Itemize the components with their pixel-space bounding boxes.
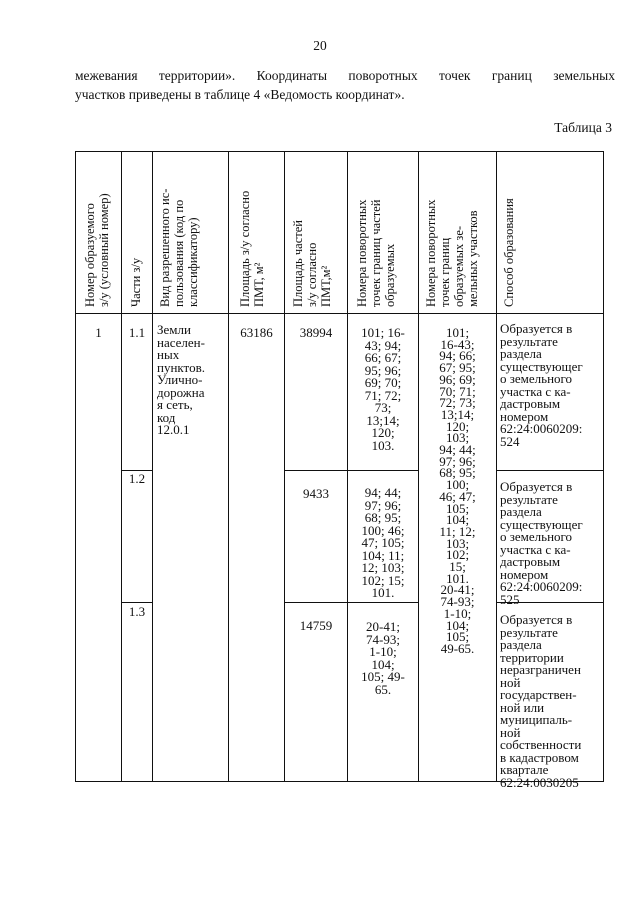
cell-line-text: ной — [500, 724, 521, 740]
cell-line-text: ной — [500, 674, 521, 690]
cell-line-text: 65. — [374, 681, 392, 697]
header-text: образуемых зе- — [452, 225, 466, 307]
cell-line-text: дастровым — [500, 396, 561, 411]
cell-line-text: 49-65. — [440, 640, 475, 656]
header-parcel-area — [238, 191, 266, 307]
cell-line-text: 97; 96; — [364, 497, 402, 513]
cell-line-text: существующег — [500, 516, 583, 532]
header-text: мельных участков — [466, 210, 480, 307]
cell-line-text: участка с ка- — [500, 541, 571, 557]
cell-line-text: 104; — [371, 656, 395, 672]
part-sep-2-parts — [121, 602, 153, 603]
cell-line-text: 101; 16- — [361, 325, 405, 340]
cell-line-text: 102; 15; — [361, 572, 405, 588]
cell-line-text: 47; 105; — [361, 535, 405, 550]
cell-line-text: 104; — [445, 512, 470, 528]
cell-line-text: существующег — [500, 358, 583, 374]
parcel-number: 1 — [95, 325, 102, 340]
cell-line-text: 66; 67; — [364, 350, 402, 365]
header-text: образуемых — [383, 243, 397, 307]
cell-line-text: ной или — [500, 699, 545, 715]
header-divider — [75, 313, 604, 314]
cell-line-text: 103; — [445, 430, 470, 446]
cell-line-text: Образуется в — [500, 479, 573, 494]
part-sep-1-method — [496, 470, 604, 471]
header-text: точек границ частей — [369, 199, 383, 307]
cell-line-text: 95; 96; — [364, 362, 402, 378]
permitted-use — [157, 324, 227, 437]
cell-line-text: 1-10; — [443, 605, 472, 621]
cell-line-text: 105; — [445, 629, 470, 645]
intro-paragraph — [75, 66, 615, 104]
cell-line-text: 525 — [500, 591, 520, 607]
cell-line-text: 101; — [445, 325, 470, 340]
cell-line-text: 524 — [500, 433, 520, 449]
cell-line-text: 20-41; — [366, 619, 400, 634]
parcel-area: 63186 — [240, 325, 273, 340]
col-line-4 — [284, 151, 285, 782]
cell-line-text: 62:24:0060209: — [500, 421, 583, 436]
cell-line-text: 74-93; — [366, 631, 400, 647]
cell-line-text: о земельного — [500, 371, 573, 386]
cell-line-text: Образуется в — [500, 321, 573, 336]
cell-line-text: государствен- — [500, 687, 577, 702]
part-id-1: 1.1 — [128, 325, 146, 340]
cell-line-text: квартале — [500, 762, 549, 777]
cell-line-text: 103. — [371, 437, 395, 453]
col-line-2 — [152, 151, 153, 782]
cell-line-text: 62:24:0030205 — [500, 774, 579, 790]
cell-line-text: населен- — [157, 334, 205, 350]
header-text: Вид разрешенного ис- — [158, 188, 172, 307]
header-text: Площадь з/у согласно — [238, 190, 252, 307]
col-line-7 — [496, 151, 497, 782]
cell-line-text: дастровым — [500, 554, 561, 569]
cell-line-text: 1-10; — [369, 644, 397, 659]
formation-method-2 — [500, 481, 600, 606]
cell-line-text: 43; 94; — [364, 337, 402, 353]
cell-line-text: пунктов. — [157, 359, 205, 375]
cell-line-text: 100; 46; — [361, 522, 405, 538]
header-formation-method — [502, 198, 516, 307]
header-text: Номера поворотных — [424, 199, 438, 307]
cell-line-text: 94; 66; — [439, 348, 476, 364]
cell-line-text: участка с ка- — [500, 383, 571, 399]
cell-line-text: о земельного — [500, 529, 573, 544]
cell-line-text: номером — [500, 408, 549, 424]
cell-line-text: 20-41; — [440, 582, 475, 598]
page-number: 20 — [313, 38, 327, 53]
cell-line-text: 70; 71; — [439, 383, 476, 399]
cell-line-text: 102; — [445, 547, 470, 563]
cell-line-text: 105; — [445, 500, 470, 516]
cell-line-text: 103; — [445, 535, 470, 551]
cell-line-text: 69; 70; — [364, 375, 402, 390]
cell-line-text: 105; 49- — [361, 669, 405, 684]
col-line-8 — [603, 151, 604, 782]
formation-method-1 — [500, 323, 600, 448]
cell-line-text: 11; 12; — [439, 523, 476, 539]
part-id-2: 1.2 — [128, 471, 146, 486]
header-text: Номер образуемого — [83, 203, 97, 307]
cell-line-text: Образуется в — [500, 612, 573, 627]
header-text: пользования (код по — [172, 199, 186, 307]
cell-line-text: результате — [500, 624, 558, 640]
header-parts-points — [355, 199, 397, 307]
cell-line-text: 97; 96; — [439, 453, 476, 469]
header-text: ПМТ, м² — [252, 262, 266, 307]
part-sep-2-data — [284, 602, 418, 603]
cell-line-text: 12.0.1 — [157, 422, 190, 437]
cell-line-text: 104; 11; — [361, 547, 405, 563]
header-text: Способ образования — [502, 198, 516, 307]
cell-line-text: муниципаль- — [500, 712, 573, 727]
header-permitted-use — [158, 189, 200, 307]
formation-method-3 — [500, 614, 600, 789]
cell-line-text: ных — [157, 347, 180, 362]
cell-line-text: 15; — [449, 559, 466, 575]
cell-line-text: 62:24:0060209: — [500, 579, 583, 594]
part-points-1 — [348, 327, 418, 452]
part-area-3: 14759 — [299, 618, 333, 633]
cell-line-text: 94; 44; — [364, 485, 402, 500]
cell-line-text: 68; 95; — [364, 510, 402, 525]
cell-line-text: результате — [500, 333, 558, 349]
cell-line-text: 74-93; — [440, 594, 475, 610]
header-parcel-points — [424, 199, 480, 307]
cell-line-text: результате — [500, 491, 558, 507]
parcel-points — [419, 327, 496, 655]
cell-line-text: 96; 69; — [439, 371, 476, 387]
cell-line-text: код — [157, 409, 176, 425]
header-text: Площадь частей — [291, 220, 305, 307]
cell-line-text: 73; — [374, 400, 392, 415]
cell-line-text: 72; 73; — [439, 395, 476, 411]
cell-line-text: 104; — [445, 617, 470, 633]
part-points-3 — [348, 621, 418, 696]
cell-line-text: Улично- — [157, 372, 203, 387]
cell-line-text: 71; 72; — [364, 387, 402, 403]
header-text: з/у согласно — [305, 242, 319, 307]
cell-line-text: собственности — [500, 737, 582, 752]
table-caption: Таблица 3 — [554, 120, 612, 135]
intro-line-2: участков приведены в таблице 4 «Ведомость координат». — [75, 87, 405, 102]
header-text: ПМТ,м² — [319, 265, 333, 307]
cell-line-text: 101. — [446, 570, 469, 586]
intro-line-1: межевания территории». Координаты поворотных точек границ земельных — [75, 68, 615, 83]
cell-line-text: 13;14; — [440, 406, 475, 422]
cell-line-text: 120; — [371, 425, 395, 440]
header-text: з/у (условный номер) — [97, 193, 111, 307]
cell-line-text: 13;14; — [366, 412, 400, 428]
cell-line-text: неразграничен — [500, 662, 581, 677]
cell-line-text: 12; 103; — [361, 560, 405, 575]
cell-line-text: 67; 95; — [439, 360, 476, 376]
header-parcel-number — [83, 193, 111, 307]
cell-line-text: 68; 95; — [439, 465, 476, 481]
cell-line-text: 100; — [445, 477, 470, 493]
cell-line-text: 16-43; — [440, 336, 475, 352]
cell-line-text: Земли — [157, 322, 191, 337]
cell-line-text: раздела — [500, 346, 542, 361]
col-line-0 — [75, 151, 76, 782]
header-text: точек границ — [438, 237, 452, 307]
cell-line-text: территории — [500, 649, 564, 665]
header-text: классификатору) — [186, 217, 200, 307]
cell-line-text: номером — [500, 566, 549, 582]
table-border-top — [75, 151, 604, 152]
cell-line-text: дорожна — [157, 384, 205, 400]
header-parts-area — [291, 220, 333, 307]
part-id-3: 1.3 — [128, 604, 146, 619]
part-sep-1-data — [284, 470, 418, 471]
col-line-3 — [228, 151, 229, 782]
cell-line-text: я сеть, — [157, 397, 193, 412]
cell-line-text: в кадастровом — [500, 749, 579, 765]
cell-line-text: 94; 44; — [439, 442, 476, 458]
col-line-1 — [121, 151, 122, 782]
cell-line-text: 120; — [445, 418, 470, 434]
header-text: Номера поворотных — [355, 199, 369, 307]
cell-line-text: 46; 47; — [439, 488, 476, 504]
header-text: Части з/у — [129, 257, 143, 307]
cell-line-text: раздела — [500, 637, 542, 652]
part-area-1: 38994 — [299, 325, 333, 340]
part-area-2: 9433 — [303, 486, 329, 501]
part-points-2 — [348, 487, 418, 600]
header-parts — [129, 258, 143, 307]
cell-line-text: 101. — [371, 585, 395, 600]
cell-line-text: раздела — [500, 504, 542, 519]
